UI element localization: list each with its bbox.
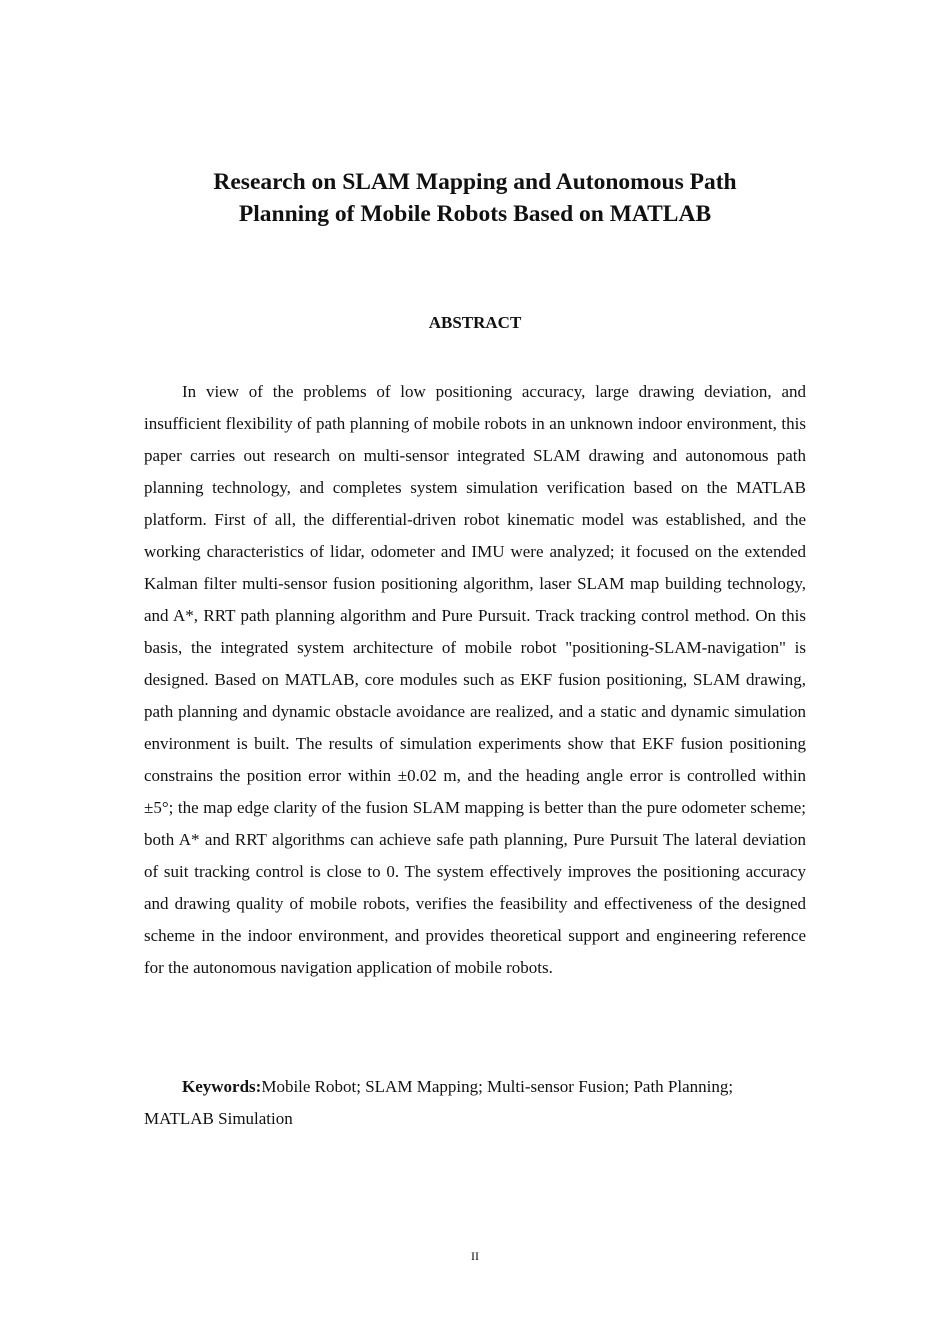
abstract-body: In view of the problems of low positioning accuracy, large drawing deviation, and insufficient flexibility of path planning of mobile robots in an unknown indoor environment, this paper carries out research on multi-sensor integrated SLAM drawing and autonomous path planning technology, and completes system simulation verification based on the MATLAB platform. First of all, the differential-driven robot kinematic model was established, and the working characteristics of lidar, odometer and IMU were analyzed; it focused on the extended Kalman filter multi-sensor fusion positioning algorithm, laser SLAM map building technology, and A*, RRT path planning algorithm and Pure Pursuit. Track tracking control method. On this basis, the integrated system architecture of mobile robot "positioning-SLAM-navigation" is designed. Based on MATLAB, core modules such as EKF fusion positioning, SLAM drawing, path planning and dynamic obstacle avoidance are realized, and a static and dynamic simulation environment is built. The results of simulation experiments show that EKF fusion positioning constrains the position error within ±0.02 m, and the heading angle error is controlled within ±5°; the map edge clarity of the fusion SLAM mapping is better than the pure odometer scheme; both A* and RRT algorithms can achieve safe path planning, Pure Pursuit The lateral deviation of suit tracking control is close to 0. The system effectively improves the positioning accuracy and drawing quality of mobile robots, verifies the feasibility and effectiveness of the designed scheme in the indoor environment, and provides theoretical support and engineering reference for the autonomous navigation application of mobile robots.: [144, 382, 806, 977]
paper-title-line-2: Planning of Mobile Robots Based on MATLAB: [238, 201, 712, 227]
paper-title: [120, 166, 830, 230]
keywords-list: Mobile Robot; SLAM Mapping; Multi-sensor Fusion; Path Planning; MATLAB Simulation: [144, 1077, 734, 1128]
abstract-heading: ABSTRACT: [428, 313, 522, 332]
paper-title-line-1: Research on SLAM Mapping and Autonomous Path: [213, 169, 737, 195]
keywords-paragraph: [144, 1071, 806, 1135]
page-number: II: [471, 1249, 479, 1263]
keywords-label: Keywords:: [182, 1077, 262, 1096]
